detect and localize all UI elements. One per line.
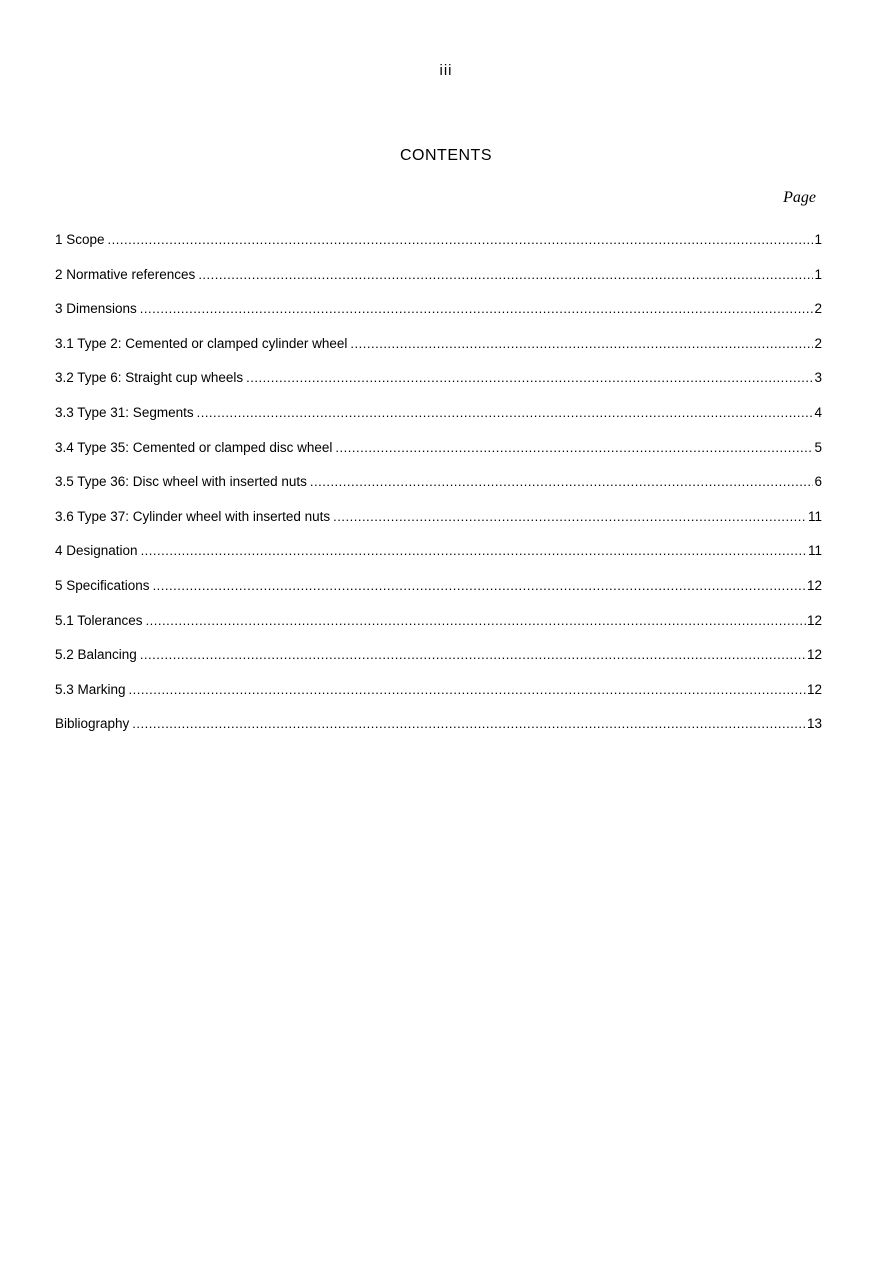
- toc-entry[interactable]: [55, 613, 822, 648]
- toc-entry[interactable]: [55, 232, 822, 267]
- toc-entry[interactable]: [55, 509, 822, 544]
- toc-dot-leader: [140, 647, 806, 662]
- toc-entry-page: 11: [807, 543, 822, 559]
- toc-entry-page: 1: [814, 266, 822, 282]
- toc-dot-leader: [198, 267, 813, 282]
- toc-entry[interactable]: [55, 474, 822, 509]
- toc-dot-leader: [140, 301, 814, 316]
- toc-dot-leader: [129, 682, 806, 697]
- toc-entry[interactable]: [55, 370, 822, 405]
- toc-dot-leader: [310, 474, 814, 489]
- toc-entry[interactable]: [55, 267, 822, 302]
- toc-entry-title: 3 Dimensions: [55, 301, 137, 317]
- toc-dot-leader: [141, 543, 807, 558]
- toc-dot-leader: [146, 613, 806, 628]
- toc-dot-leader: [333, 509, 807, 524]
- toc-dot-leader: [350, 336, 813, 351]
- toc-entry[interactable]: [55, 543, 822, 578]
- toc-entry-title: 5 Specifications: [55, 577, 150, 593]
- table-of-contents: [55, 232, 822, 751]
- toc-entry-title: Bibliography: [55, 716, 130, 732]
- page-column-label: Page: [783, 189, 816, 206]
- toc-entry-title: 5.1 Tolerances: [55, 612, 143, 628]
- toc-entry[interactable]: [55, 301, 822, 336]
- toc-entry-title: 3.1 Type 2: Cemented or clamped cylinder wheel: [55, 335, 348, 351]
- toc-entry-title: 5.3 Marking: [55, 681, 126, 697]
- toc-dot-leader: [108, 232, 814, 247]
- toc-entry-title: 5.2 Balancing: [55, 647, 137, 663]
- contents-heading: CONTENTS: [400, 147, 492, 164]
- toc-entry[interactable]: [55, 682, 822, 717]
- toc-entry-page: 2: [814, 301, 822, 317]
- toc-entry[interactable]: [55, 405, 822, 440]
- toc-entry-page: 2: [814, 335, 822, 351]
- toc-entry-title: 4 Designation: [55, 543, 138, 559]
- toc-entry-title: 1 Scope: [55, 232, 105, 247]
- toc-entry-page: 3: [814, 370, 822, 386]
- toc-entry-title: 3.6 Type 37: Cylinder wheel with inserted nuts: [55, 508, 331, 524]
- toc-entry-title: 3.2 Type 6: Straight cup wheels: [55, 370, 244, 386]
- toc-entry[interactable]: [55, 336, 822, 371]
- toc-dot-leader: [153, 578, 806, 593]
- toc-entry-title: 3.5 Type 36: Disc wheel with inserted nuts: [55, 474, 307, 490]
- toc-dot-leader: [246, 370, 813, 385]
- toc-entry[interactable]: [55, 716, 822, 751]
- toc-entry-page: 1: [814, 232, 822, 247]
- toc-entry-title: 3.3 Type 31: Segments: [55, 404, 194, 420]
- toc-dot-leader: [197, 405, 814, 420]
- toc-dot-leader: [132, 716, 806, 731]
- toc-entry-page: 12: [806, 681, 822, 697]
- toc-entry-page: 5: [814, 439, 822, 455]
- toc-entry-page: 11: [807, 508, 822, 524]
- toc-entry-page: 13: [806, 716, 822, 732]
- toc-entry-page: 4: [814, 404, 822, 420]
- toc-entry[interactable]: [55, 440, 822, 475]
- toc-entry-page: 6: [814, 474, 822, 490]
- toc-dot-leader: [335, 440, 813, 455]
- toc-entry[interactable]: [55, 578, 822, 613]
- toc-entry[interactable]: [55, 647, 822, 682]
- toc-entry-page: 12: [806, 612, 822, 628]
- toc-entry-page: 12: [806, 577, 822, 593]
- toc-entry-title: 2 Normative references: [55, 266, 196, 282]
- toc-entry-title: 3.4 Type 35: Cemented or clamped disc wheel: [55, 439, 333, 455]
- page-number: iii: [439, 62, 453, 79]
- toc-entry-page: 12: [806, 647, 822, 663]
